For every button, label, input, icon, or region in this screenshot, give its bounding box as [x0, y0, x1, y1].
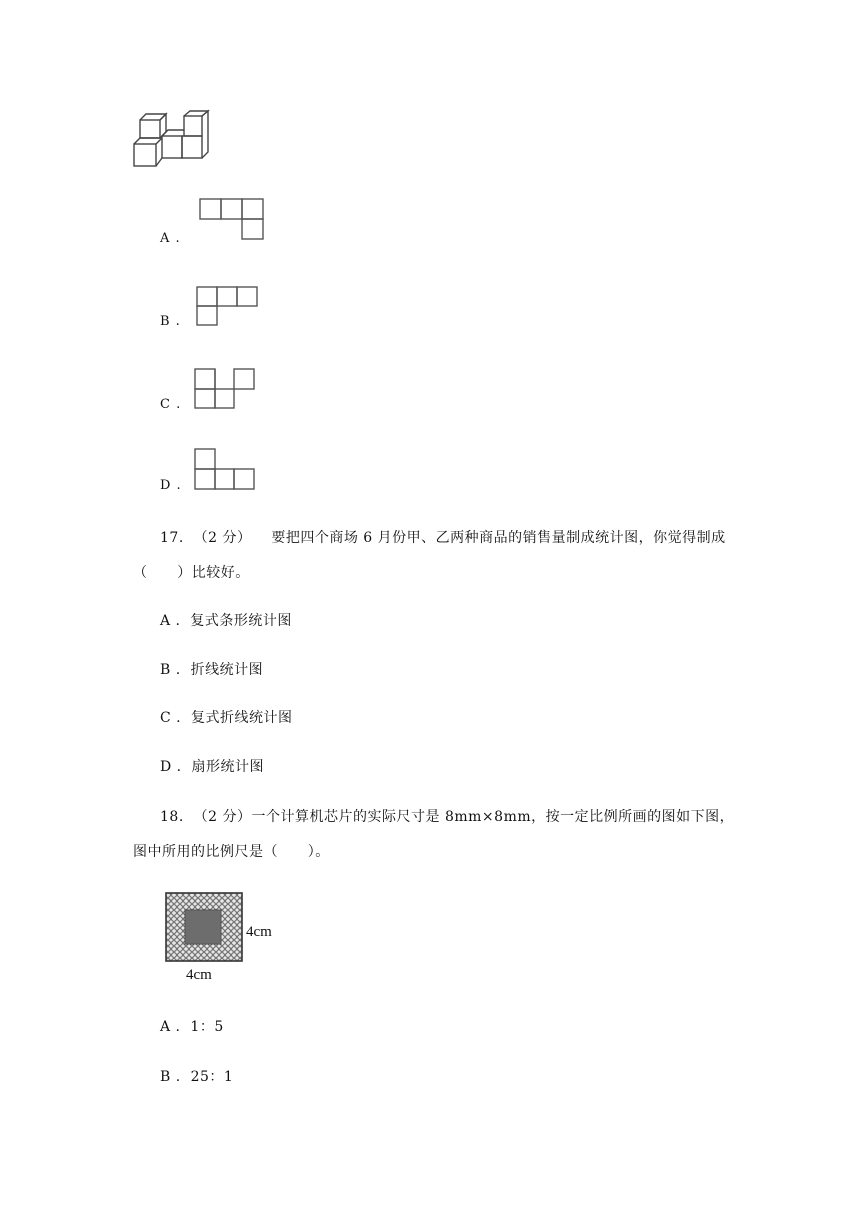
q17-option-d: D . 扇形统计图 — [160, 759, 265, 775]
chip-right-label: 4cm — [246, 924, 272, 940]
option-d-view — [194, 448, 256, 490]
question-18-line2: 图中所用的比例尺是（ ）。 — [133, 844, 330, 860]
q17-option-a: A . 复式条形统计图 — [160, 613, 292, 629]
question-17-line2: （ ）比较好。 — [133, 565, 250, 581]
q17-option-c: C . 复式折线统计图 — [160, 710, 293, 726]
cube-stack-figure — [128, 110, 213, 170]
option-a-view — [199, 198, 265, 242]
option-c-view — [194, 368, 256, 410]
q18-option-b: B . 25：1 — [160, 1069, 234, 1085]
option-a-label: A . — [160, 231, 181, 246]
q17-option-b: B . 折线统计图 — [160, 662, 264, 678]
option-b-label: B . — [160, 314, 181, 329]
chip-figure — [165, 892, 245, 964]
q18-option-a: A . 1：5 — [160, 1019, 224, 1035]
option-b-view — [196, 286, 260, 328]
chip-bottom-label: 4cm — [186, 967, 212, 983]
option-d-label: D . — [160, 478, 182, 493]
question-18-line1: 18. （2 分）一个计算机芯片的实际尺寸是 8mm×8mm，按一定比例所画的图如下图， — [160, 809, 735, 825]
question-17-line1: 17. （2 分） 要把四个商场 6 月份甲、乙两种商品的销售量制成统计图，你觉得制成 — [160, 530, 726, 546]
option-c-label: C . — [160, 397, 182, 412]
